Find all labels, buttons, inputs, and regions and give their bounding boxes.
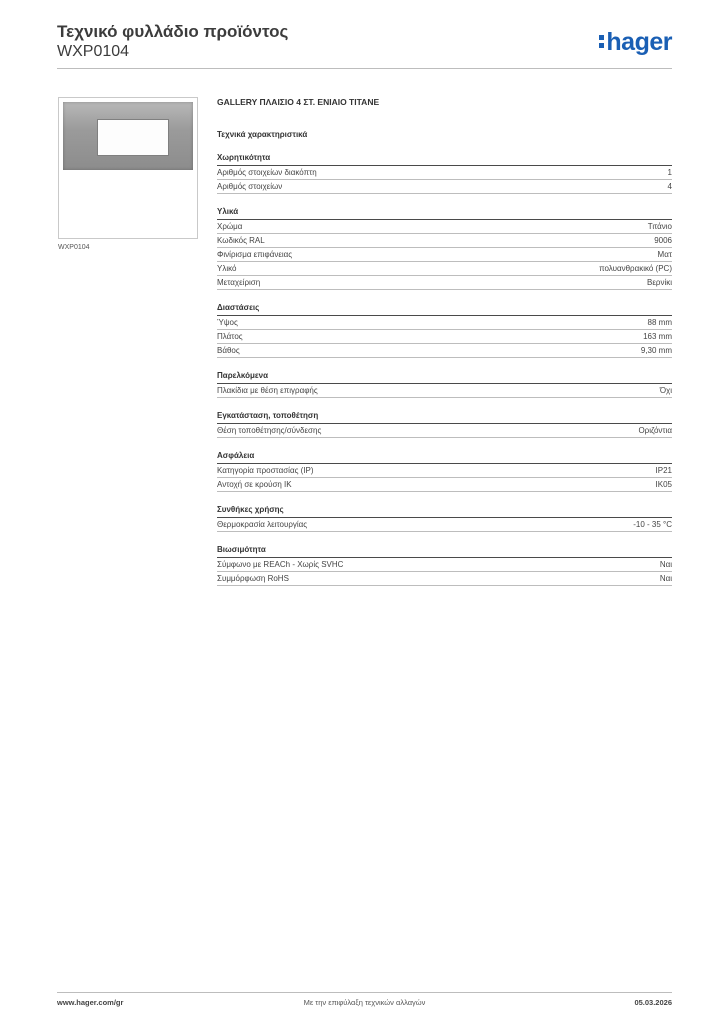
footer-divider bbox=[57, 992, 672, 993]
spec-value: -10 - 35 °C bbox=[633, 520, 672, 529]
header-divider bbox=[57, 68, 672, 69]
spec-value: 1 bbox=[667, 168, 672, 177]
spec-row bbox=[217, 330, 672, 344]
spec-value: Τιτάνιο bbox=[647, 222, 672, 231]
section-title: Χωρητικότητα bbox=[217, 152, 672, 166]
spec-value: Ναι bbox=[659, 560, 672, 569]
spec-row bbox=[217, 384, 672, 398]
spec-section bbox=[217, 450, 672, 492]
spec-section bbox=[217, 152, 672, 194]
spec-row bbox=[217, 572, 672, 586]
spec-label: Κωδικός RAL bbox=[217, 236, 265, 245]
spec-row bbox=[217, 166, 672, 180]
page-header bbox=[57, 22, 672, 68]
spec-row bbox=[217, 344, 672, 358]
spec-label: Σύμφωνο με REACh - Χωρίς SVHC bbox=[217, 560, 344, 569]
document-title: Τεχνικό φυλλάδιο προϊόντος bbox=[57, 22, 289, 41]
product-name: GALLERY ΠΛΑΙΣΙΟ 4 ΣΤ. ΕΝΙΑΙΟ ΤΙΤΑΝΕ bbox=[217, 97, 380, 107]
spec-value: Ματ bbox=[657, 250, 672, 259]
spec-section bbox=[217, 302, 672, 358]
spec-label: Αριθμός στοιχείων bbox=[217, 182, 283, 191]
spec-label: Χρώμα bbox=[217, 222, 243, 231]
spec-label: Ύψος bbox=[217, 318, 238, 327]
section-title: Διαστάσεις bbox=[217, 302, 672, 316]
spec-label: Κατηγορία προστασίας (IP) bbox=[217, 466, 314, 475]
spec-row bbox=[217, 234, 672, 248]
footer-notice: Με την επιφύλαξη τεχνικών αλλαγών bbox=[303, 998, 426, 1007]
spec-value: IK05 bbox=[655, 480, 672, 489]
plate-opening bbox=[97, 119, 169, 156]
logo-dots-icon bbox=[599, 32, 604, 51]
spec-label: Φινίρισμα επιφάνειας bbox=[217, 250, 293, 259]
specs-heading: Τεχνικά χαρακτηριστικά bbox=[217, 130, 308, 139]
spec-value: πολυανθρακικό (PC) bbox=[599, 264, 672, 273]
spec-row bbox=[217, 248, 672, 262]
spec-content bbox=[217, 96, 672, 586]
section-title: Ασφάλεια bbox=[217, 450, 672, 464]
spec-label: Θερμοκρασία λειτουργίας bbox=[217, 520, 308, 529]
spec-row bbox=[217, 262, 672, 276]
section-title: Εγκατάσταση, τοποθέτηση bbox=[217, 410, 672, 424]
spec-section bbox=[217, 410, 672, 438]
spec-value: IP21 bbox=[655, 466, 672, 475]
spec-value: 88 mm bbox=[647, 318, 672, 327]
spec-value: 9,30 mm bbox=[640, 346, 672, 355]
hager-logo bbox=[599, 28, 672, 57]
spec-section bbox=[217, 206, 672, 290]
spec-row bbox=[217, 424, 672, 438]
spec-label: Αριθμός στοιχείων διακόπτη bbox=[217, 168, 317, 177]
page-footer bbox=[57, 998, 672, 1010]
spec-value: Ναι bbox=[659, 574, 672, 583]
spec-row bbox=[217, 316, 672, 330]
spec-label: Υλικό bbox=[217, 264, 237, 273]
image-caption: WXP0104 bbox=[58, 244, 90, 251]
spec-section bbox=[217, 504, 672, 532]
spec-value: Οριζόντια bbox=[638, 426, 672, 435]
section-title: Συνθήκες χρήσης bbox=[217, 504, 672, 518]
spec-label: Πλάτος bbox=[217, 332, 243, 341]
spec-sections bbox=[217, 152, 672, 586]
spec-value: Όχι bbox=[659, 386, 672, 395]
spec-value: 9006 bbox=[654, 236, 672, 245]
spec-label: Πλακίδια με θέση επιγραφής bbox=[217, 386, 318, 395]
spec-label: Βάθος bbox=[217, 346, 240, 355]
spec-row bbox=[217, 518, 672, 532]
product-code: WXP0104 bbox=[57, 43, 130, 60]
logo-text: hager bbox=[606, 28, 672, 56]
spec-row bbox=[217, 558, 672, 572]
spec-value: Βερνίκι bbox=[646, 278, 672, 287]
spec-row bbox=[217, 220, 672, 234]
spec-value: 4 bbox=[667, 182, 672, 191]
spec-section bbox=[217, 370, 672, 398]
spec-value: 163 mm bbox=[643, 332, 672, 341]
spec-row bbox=[217, 464, 672, 478]
spec-section bbox=[217, 544, 672, 586]
spec-label: Αντοχή σε κρούση IK bbox=[217, 480, 292, 489]
section-title: Παρελκόμενα bbox=[217, 370, 672, 384]
spec-label: Θέση τοποθέτησης/σύνδεσης bbox=[217, 426, 322, 435]
spec-label: Συμμόρφωση RoHS bbox=[217, 574, 289, 583]
spec-label: Μεταχείριση bbox=[217, 278, 261, 287]
product-image bbox=[58, 97, 198, 239]
cover-plate-illustration bbox=[63, 102, 193, 170]
spec-row bbox=[217, 478, 672, 492]
section-title: Υλικά bbox=[217, 206, 672, 220]
footer-website-link[interactable]: www.hager.com/gr bbox=[57, 998, 124, 1007]
footer-date: 05.03.2026 bbox=[634, 998, 672, 1007]
spec-row bbox=[217, 276, 672, 290]
spec-row bbox=[217, 180, 672, 194]
section-title: Βιωσιμότητα bbox=[217, 544, 672, 558]
